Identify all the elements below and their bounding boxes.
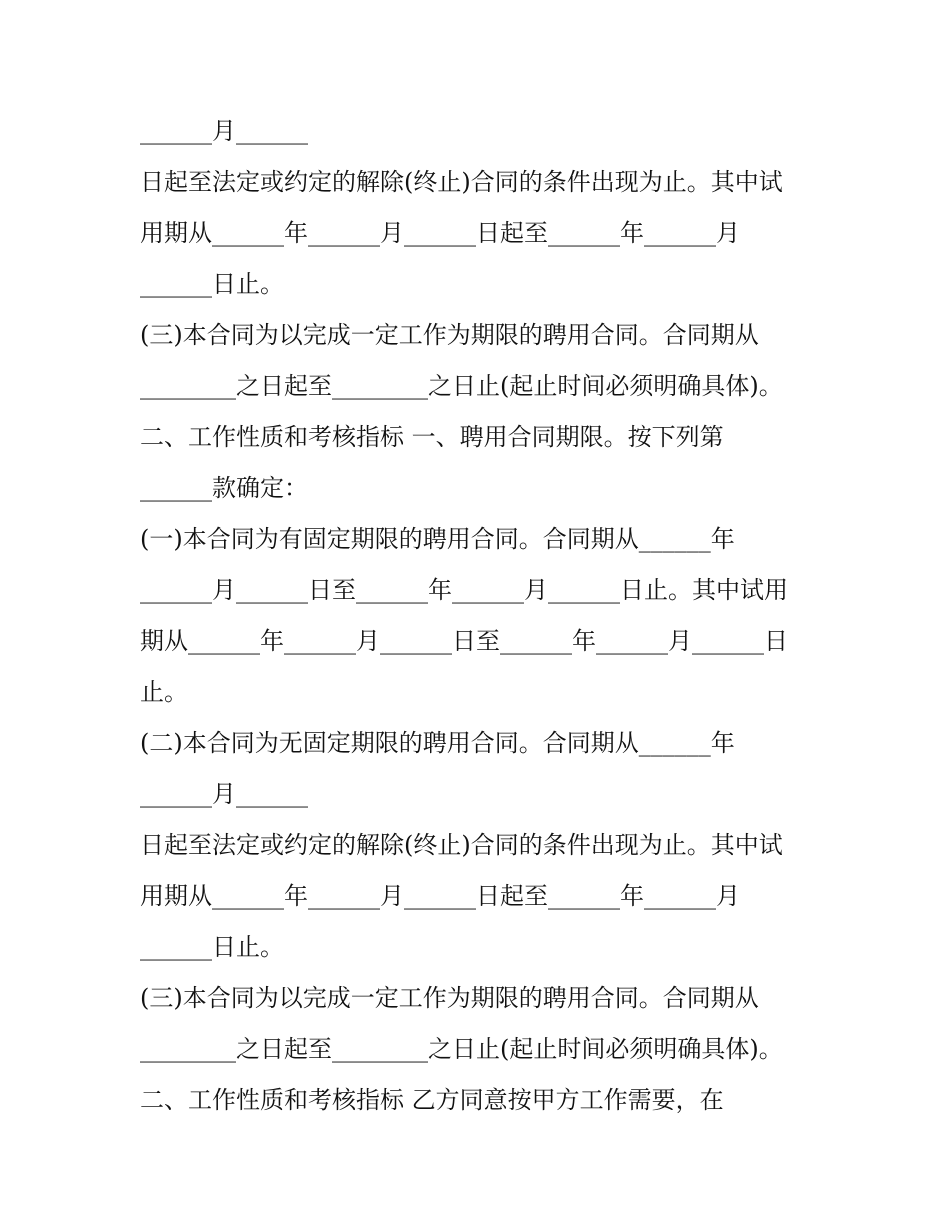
text-line: 用期从______年______月______日起至______年______月 (140, 882, 740, 910)
text-line: 日起至法定或约定的解除(终止)合同的条件出现为止。其中试 (140, 168, 783, 196)
text-line: ______日止。 (140, 933, 284, 961)
text-line: (三)本合同为以完成一定工作为期限的聘用合同。合同期从 (140, 321, 759, 349)
text-line: ________之日起至________之日止(起止时间必须明确具体)。 (140, 372, 783, 400)
text-line: ________之日起至________之日止(起止时间必须明确具体)。 (140, 1035, 783, 1063)
text-line: 止。 (140, 678, 188, 706)
text-line: (三)本合同为以完成一定工作为期限的聘用合同。合同期从 (140, 984, 759, 1012)
text-line: (一)本合同为有固定期限的聘用合同。合同期从______年 (140, 525, 735, 553)
text-line: (二)本合同为无固定期限的聘用合同。合同期从______年 (140, 729, 735, 757)
text-line: 二、工作性质和考核指标 乙方同意按甲方工作需要，在 (140, 1086, 724, 1114)
text-line: 日起至法定或约定的解除(终止)合同的条件出现为止。其中试 (140, 831, 783, 859)
text-line: ______月______ (140, 117, 308, 145)
text-line: 用期从______年______月______日起至______年______月 (140, 219, 740, 247)
text-line: ______月______ (140, 780, 308, 808)
text-line: ______日止。 (140, 270, 284, 298)
text-line: 二、工作性质和考核指标 一、聘用合同期限。按下列第 (140, 423, 724, 451)
text-line: ______月______日至______年______月______日止。其中试用 (140, 576, 788, 604)
text-line: ______款确定： (140, 474, 308, 502)
text-line: 期从______年______月______日至______年______月______日 (140, 627, 788, 655)
document-body (140, 106, 820, 1126)
